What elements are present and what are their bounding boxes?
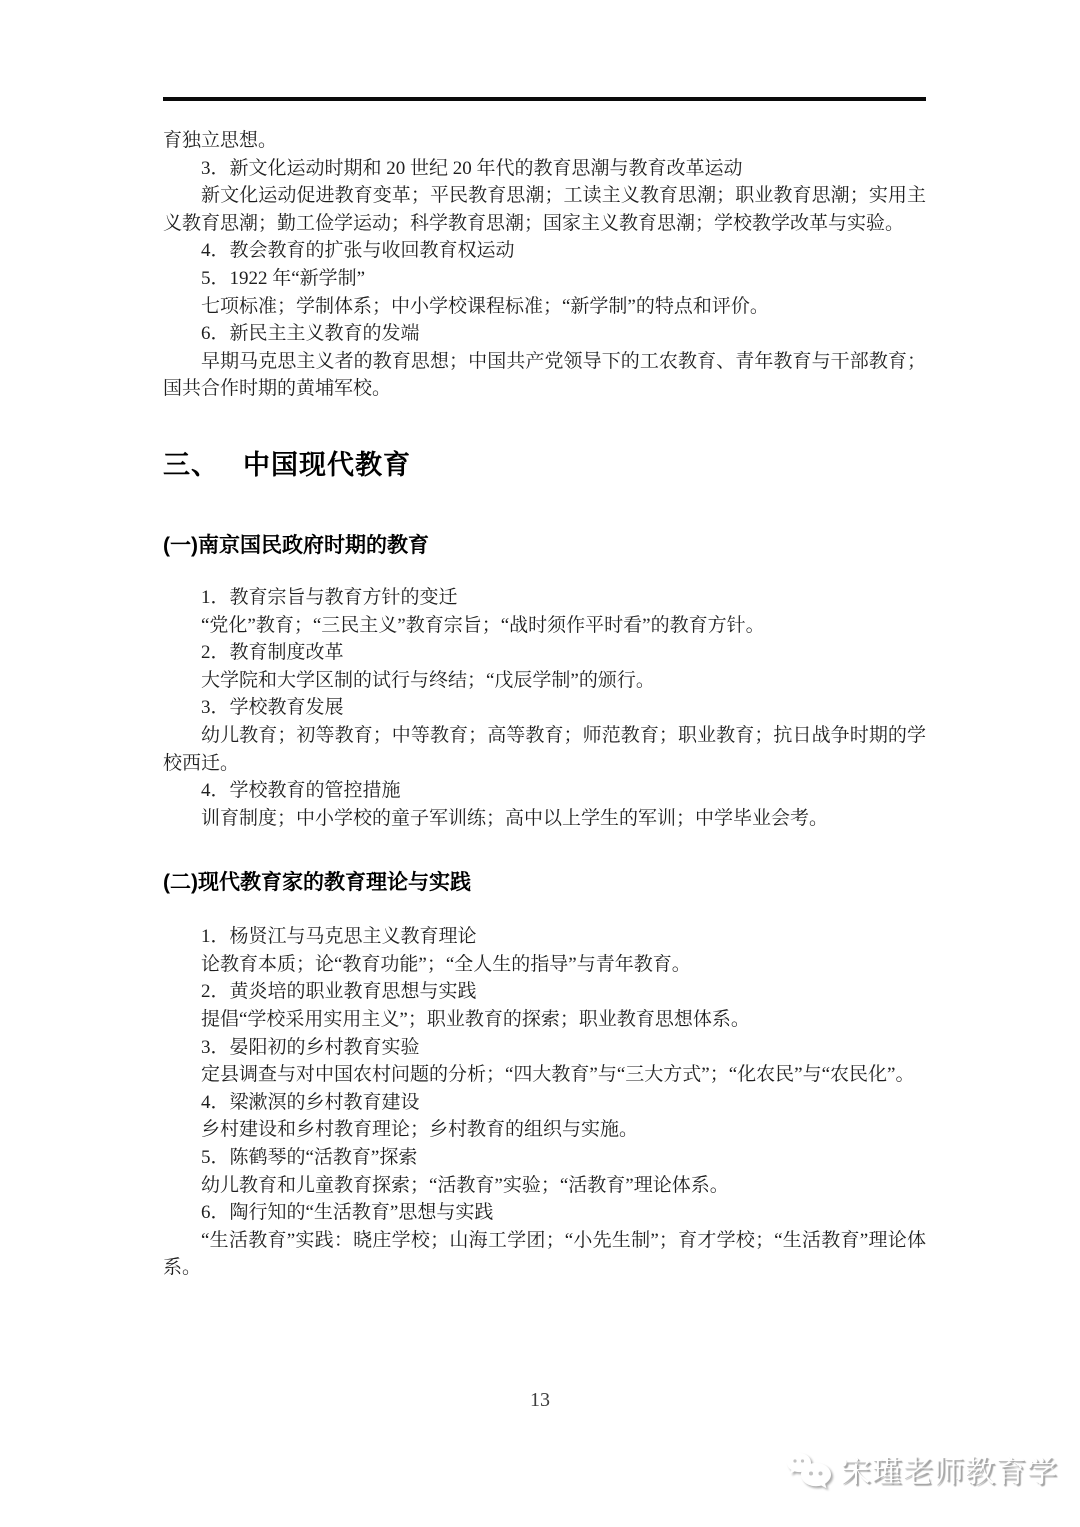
outline-item: 4．教会教育的扩张与收回教育权运动 xyxy=(201,240,515,262)
outline-item: 4．学校教育的管控措施 xyxy=(201,780,401,802)
outline-detail: 新文化运动促进教育变革；平民教育思潮；工读主义教育思潮；职业教育思潮；实用主义教育思潮；勤工俭学运动；科学教育思潮；国家主义教育思潮；学校教学改革与实验。 xyxy=(163,185,926,234)
watermark xyxy=(785,1451,1058,1495)
outline-item: 6．陶行知的“生活教育”思想与实践 xyxy=(201,1202,494,1224)
outline-detail: 训育制度；中小学校的童子军训练；高中以上学生的军训；中学毕业会考。 xyxy=(201,807,829,829)
outline-detail: 乡村建设和乡村教育理论；乡村教育的组织与实施。 xyxy=(201,1119,639,1141)
outline-item: 6．新民主主义教育的发端 xyxy=(201,323,420,345)
outline-item: 3．晏阳初的乡村教育实验 xyxy=(201,1036,420,1058)
outline-item: 4．梁漱溟的乡村教育建设 xyxy=(201,1091,420,1113)
intro-continuation-block xyxy=(163,127,926,403)
section-title xyxy=(163,447,926,483)
subsection-heading-1: (一)南京国民政府时期的教育 xyxy=(163,533,429,557)
outline-detail: “党化”教育；“三民主义”教育宗旨；“战时须作平时看”的教育方针。 xyxy=(201,614,765,636)
watermark-label: 宋瑾老师教育学 xyxy=(841,1456,1058,1489)
outline-item: 3．新文化运动时期和 20 世纪 20 年代的教育思潮与教育改革运动 xyxy=(201,157,743,179)
outline-item: 5．1922 年“新学制” xyxy=(201,267,366,289)
outline-detail: 幼儿教育；初等教育；中等教育；高等教育；师范教育；职业教育；抗日战争时期的学校西迁。 xyxy=(163,724,926,774)
outline-detail: 七项标准；学制体系；中小学校课程标准；“新学制”的特点和评价。 xyxy=(201,295,769,317)
section-title-text: 中国现代教育 xyxy=(243,449,411,480)
outline-detail: “生活教育”实践：晓庄学校；山海工学团；“小先生制”；育才学校；“生活教育”理论体系。 xyxy=(163,1229,926,1279)
outline-item: 5．陈鹤琴的“活教育”探索 xyxy=(201,1147,418,1169)
outline-item: 2．教育制度改革 xyxy=(201,642,344,664)
outline-item: 2．黄炎培的职业教育思想与实践 xyxy=(201,981,477,1003)
outline-detail: 早期马克思主义者的教育思想；中国共产党领导下的工农教育、青年教育与干部教育；国共合作时期的黄埔军校。 xyxy=(163,350,926,400)
subsection-2-block xyxy=(163,923,926,1282)
wechat-icon xyxy=(785,1451,833,1495)
outline-detail: 幼儿教育和儿童教育探索；“活教育”实验；“活教育”理论体系。 xyxy=(201,1174,729,1196)
section-number: 三、 xyxy=(163,449,219,480)
outline-detail: 论教育本质；论“教育功能”；“全人生的指导”与青年教育。 xyxy=(201,953,691,975)
outline-item: 1．教育宗旨与教育方针的变迁 xyxy=(201,586,458,608)
page-number: 13 xyxy=(530,1389,550,1411)
outline-item: 1．杨贤江与马克思主义教育理论 xyxy=(201,926,477,948)
outline-detail: 提倡“学校采用实用主义”；职业教育的探索；职业教育思想体系。 xyxy=(201,1009,750,1031)
outline-detail: 大学院和大学区制的试行与终结；“戊辰学制”的颁行。 xyxy=(201,669,655,691)
outline-detail: 定县调查与对中国农村问题的分析；“四大教育”与“三大方式”；“化农民”与“农民化”。 xyxy=(201,1064,915,1086)
outline-item: 3．学校教育发展 xyxy=(201,697,344,719)
paragraph-continuation: 育独立思想。 xyxy=(163,130,278,151)
subsection-heading-2: (二)现代教育家的教育理论与实践 xyxy=(163,871,471,895)
subsection-1-block xyxy=(163,584,926,832)
page-content xyxy=(163,97,926,1282)
header-rule xyxy=(163,97,926,101)
